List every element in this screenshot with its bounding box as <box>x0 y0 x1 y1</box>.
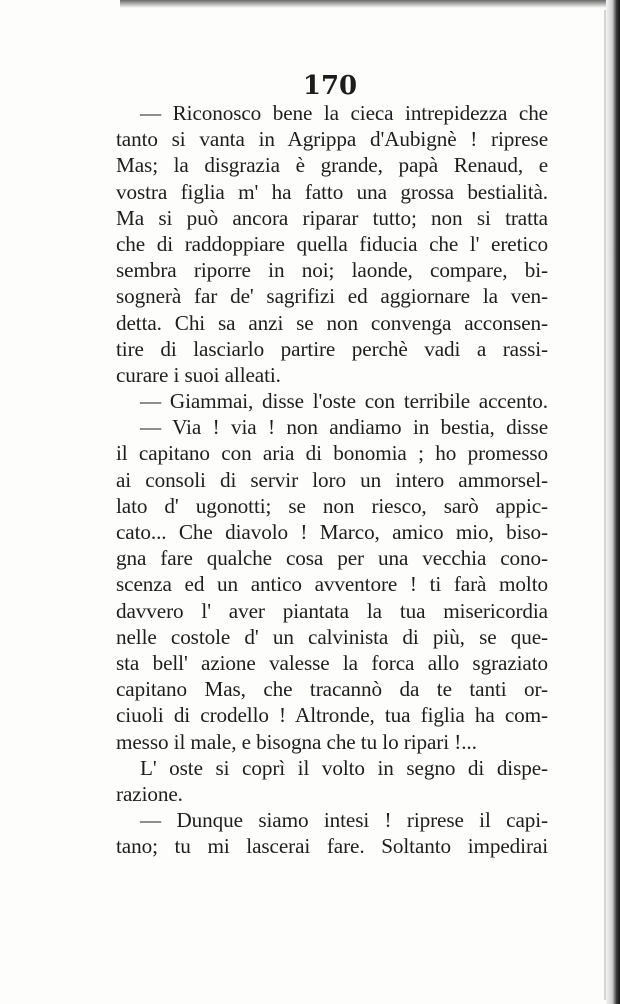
text-line: che di raddoppiare quella fiducia che l' eretico <box>116 231 548 256</box>
text-line: Ma si può ancora riparar tutto; non si tratta <box>116 205 548 230</box>
text-line: detta. Chi sa anzi se non convenga acconsen- <box>116 310 548 335</box>
text-line: sognerà far de' sagrifizi ed aggiornare la ven- <box>116 284 548 309</box>
text-line: vostra figlia m' ha fatto una grossa bestialità. <box>116 179 548 204</box>
text-line: L' oste si coprì il volto in segno di dispe- <box>140 755 548 780</box>
text-line: gna fare qualche cosa per una vecchia cono- <box>116 546 548 571</box>
text-line: ai consoli di servir loro un intero ammorsel- <box>116 467 548 492</box>
body-text <box>116 100 548 859</box>
page-number: 170 <box>302 71 358 101</box>
text-line: — Via ! via ! non andiamo in bestia, disse <box>140 415 548 440</box>
text-line: tano; tu mi lascerai fare. Soltanto impedirai <box>116 834 548 859</box>
text-line: — Dunque siamo intesi ! riprese il capi- <box>140 808 548 833</box>
text-line: nelle costole d' un calvinista di più, se que- <box>116 624 548 649</box>
text-line: messo il male, e bisogna che tu lo ripari !... <box>116 729 477 754</box>
text-line: il capitano con aria di bonomia ; ho promesso <box>116 441 548 466</box>
text-line: scenza ed un antico avventore ! ti farà molto <box>116 572 548 597</box>
text-line: tanto si vanta in Agrippa d'Aubignè ! riprese <box>116 127 548 152</box>
text-line: tire di lasciarlo partire perchè vadi a rassi- <box>116 336 548 361</box>
text-line: razione. <box>116 781 183 806</box>
text-line: sta bell' azione valesse la forca allo sgraziato <box>116 650 548 675</box>
text-line: lato d' ugonotti; se non riesco, sarò appic- <box>116 493 548 518</box>
top-edge-shadow <box>120 0 620 8</box>
page-edge-shadow <box>606 0 620 1004</box>
text-line: — Giammai, disse l'oste con terribile accento. <box>140 389 548 414</box>
text-line: ciuoli di crodello ! Altronde, tua figlia ha com- <box>116 703 548 728</box>
text-line: curare i suoi alleati. <box>116 362 281 387</box>
text-line: sembra riporre in noi; laonde, compare, bi- <box>116 258 548 283</box>
text-line: — Riconosco bene la cieca intrepidezza che <box>140 101 548 125</box>
text-line: Mas; la disgrazia è grande, papà Renaud, e <box>116 153 548 178</box>
text-line: davvero l' aver piantata la tua misericordia <box>116 598 548 623</box>
text-line: capitano Mas, che tracannò da te tanti or- <box>116 677 548 702</box>
text-line: cato... Che diavolo ! Marco, amico mio, biso- <box>116 520 548 544</box>
